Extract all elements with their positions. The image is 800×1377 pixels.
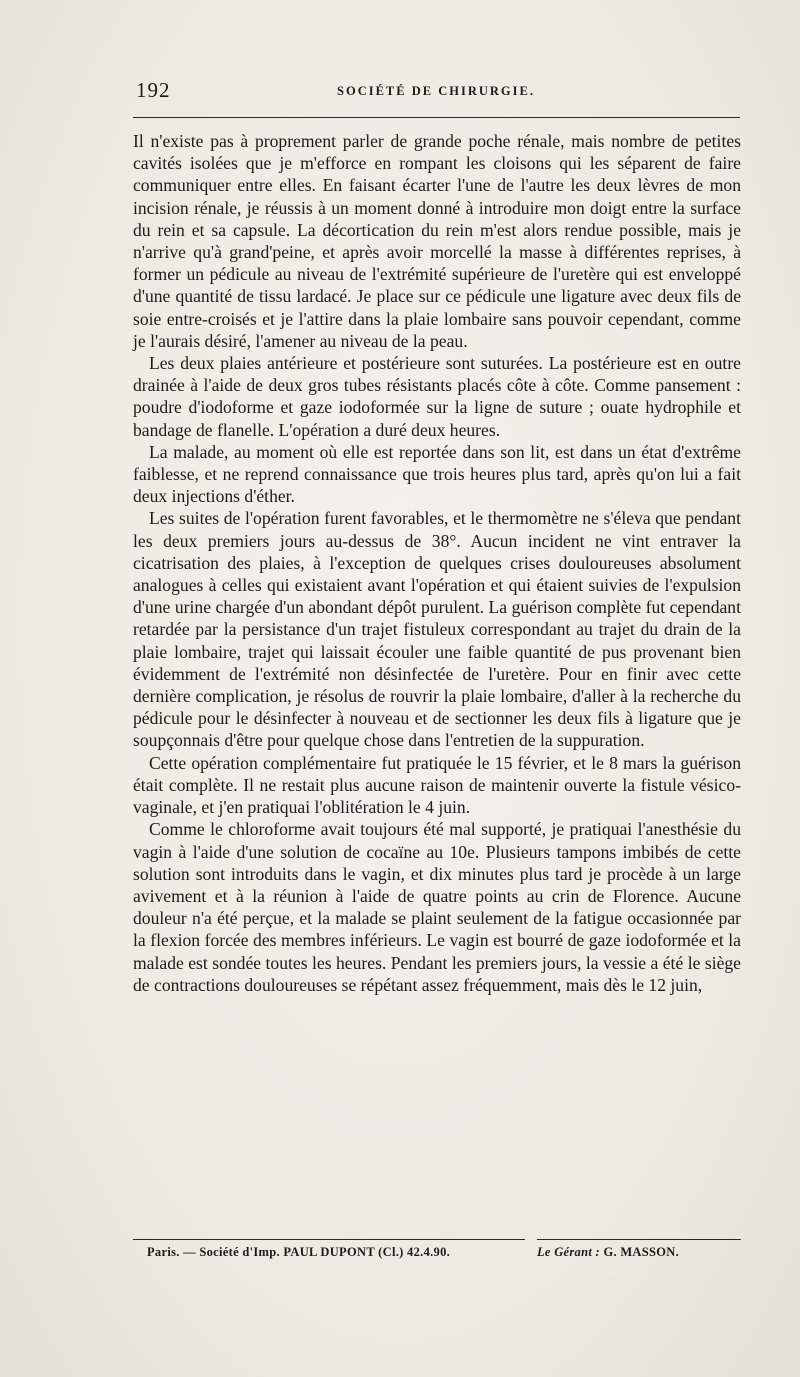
paragraph: Il n'existe pas à proprement parler de grande poche rénale, mais nombre de petites cavités isolées que je m'efforce en rompant les cloisons qui les séparent de faire communiquer entre elles. En faisant écarter l'une de l'autre les deux lèvres de mon incision rénale, je réussis à un moment donné à introduire mon doigt entre la surface du rein et sa capsule. La décortication du rein m'est alors rendue possible, mais je n'arrive qu'à grand'peine, et après avoir morcellé la masse à différentes reprises, à former un pédicule au niveau de l'extrémité supérieure de l'uretère qui est enveloppé d'une quantité de tissu lardacé. Je place sur ce pédicule une ligature avec deux fils de soie entre-croisés et je l'attire dans la plaie lombaire sans pouvoir cependant, comme je l'aurais désiré, l'amener au niveau de la peau. (133, 131, 741, 351)
paragraph: Les deux plaies antérieure et postérieure sont suturées. La postérieure est en outre drainée à l'aide de deux gros tubes résistants placés côte à côte. Comme pansement : poudre d'iodoforme et gaze iodoformée sur la ligne de suture ; ouate hydrophile et bandage de flanelle. L'opération a duré deux heures. (133, 353, 741, 440)
footer-rule-right (537, 1239, 741, 1240)
paragraph: La malade, au moment où elle est reportée dans son lit, est dans un état d'extrême faiblesse, et ne reprend connaissance que trois heures plus tard, après qu'on lui a fait deux injections d'éther. (133, 441, 741, 507)
page-footer (133, 1239, 741, 1269)
footer-rule-left (133, 1239, 525, 1240)
printer-imprint: Paris. — Société d'Imp. PAUL DUPONT (Cl.) 42.4.90. (147, 1245, 451, 1259)
manager-label: Le Gérant : (537, 1245, 601, 1259)
header-rule (133, 117, 740, 118)
paragraph: Cette opération complémentaire fut pratiquée le 15 février, et le 8 mars la guérison était complète. Il ne restait plus aucune raison de maintenir ouverte la fistule vésico-vaginale, et j'en pratiquai l'oblitération le 4 juin. (133, 752, 741, 818)
manager-name: G. MASSON. (603, 1245, 680, 1259)
page-header (132, 74, 740, 104)
paragraph: Les suites de l'opération furent favorables, et le thermomètre ne s'éleva que pendant les deux premiers jours au-dessus de 38°. Aucun incident ne vint entraver la cicatrisation des plaies, à l'exception de quelques crises douloureuses absolument analogues à celles qui existaient avant l'opération et qui étaient suivies de l'expulsion d'une urine chargée d'un abondant dépôt purulent. La guérison complète fut cependant retardée par la persistance d'un trajet fistuleux correspondant au trajet du drain de la plaie lombaire, trajet qui laissait écouler une faible quantité de pus provenant bien évidemment de l'extrémité non désinfectée de l'uretère. Pour en finir avec cette dernière complication, je résolus de rouvrir la plaie lombaire, d'aller à la recherche du pédicule pour le désinfecter à nouveau et de sectionner les deux fils à ligature que je soupçonnais d'être pour quelque chose dans l'entretien de la suppuration. (133, 508, 741, 751)
body-text (133, 130, 741, 996)
manager-imprint (537, 1245, 679, 1260)
paragraph: Comme le chloroforme avait toujours été mal supporté, je pratiquai l'anesthésie du vagin à l'aide d'une solution de cocaïne au 10e. Plusieurs tampons imbibés de cette solution sont introduits dans le vagin, et dix minutes plus tard je procède à un large avivement et à la réunion à l'aide de quatre points au crin de Florence. Aucune douleur n'a été perçue, et la malade se plaint seulement de la fatigue occasionnée par la flexion forcée des membres inférieurs. Le vagin est bourré de gaze iodoformée et la malade est sondée toutes les heures. Pendant les premiers jours, la vessie a été le siège de contractions douloureuses se répétant assez fréquemment, mais dès le 12 juin, (133, 819, 741, 995)
running-head: SOCIÉTÉ DE CHIRURGIE. (337, 84, 535, 98)
page-number: 192 (136, 78, 171, 102)
